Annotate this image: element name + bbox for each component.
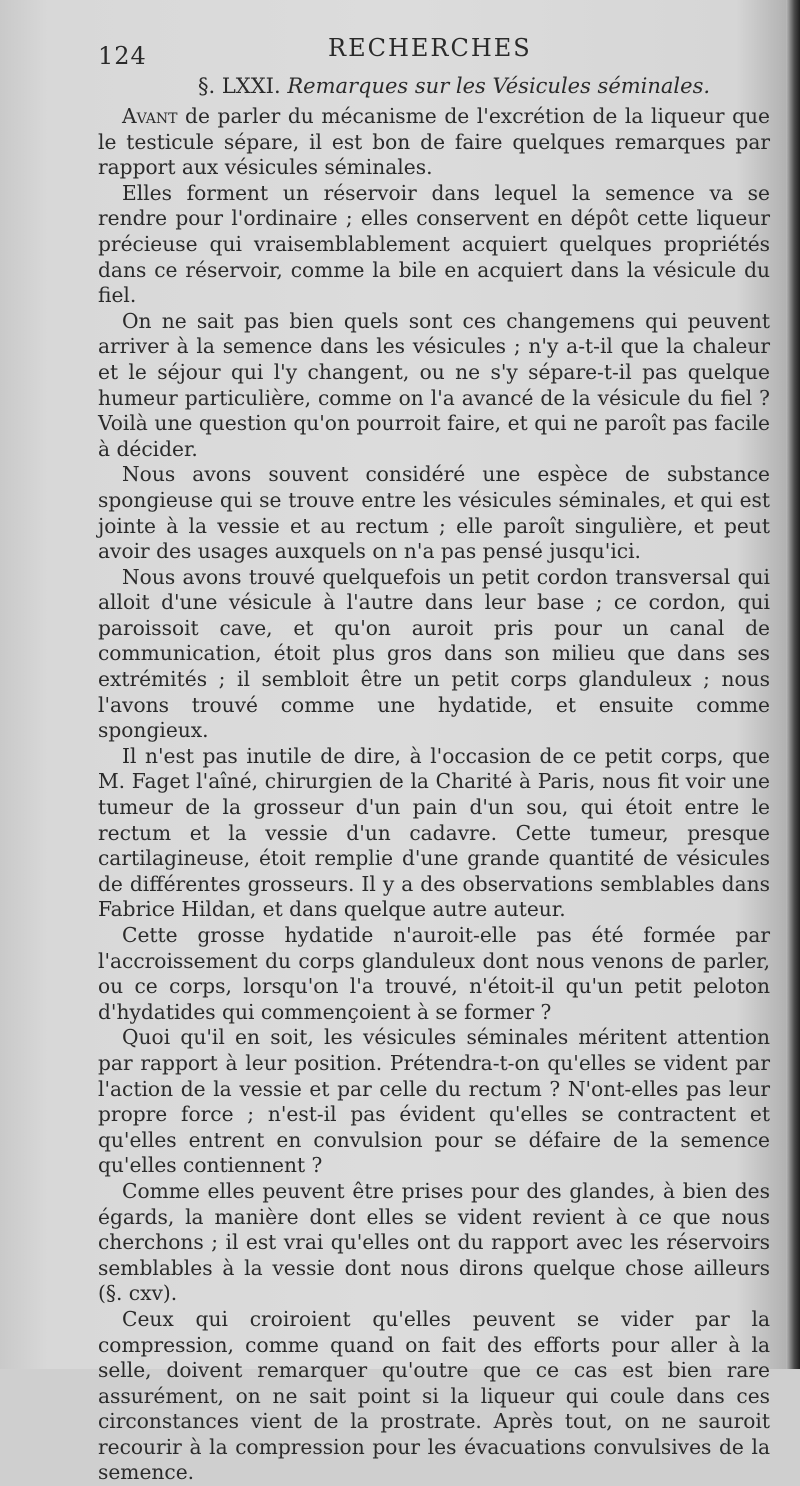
running-title: RECHERCHES (328, 34, 532, 62)
paragraph-2: Elles forment un réservoir dans lequel la semence va se rendre pour l'ordinaire ; elles conservent en dépôt cette liqueur précieuse qui vraisemblablement acquiert quelques propriétés dans ce réservoir, comme la bile en acquiert dans la vésicule du fiel. (98, 180, 770, 308)
drop-lead-word: Avant (122, 104, 178, 128)
paragraph-10: Ceux qui croiroient qu'elles peuvent se vider par la compression, comme quand on fait des efforts pour aller à la selle, doivent remarquer qu'outre que ce cas est bien rare assurément, on ne sait point si la liqueur qui coule dans ces circonstances vient de la prostrate. Après tout, on ne sauroit recourir à la compression pour les évacuations convulsives de la semence. (98, 1306, 770, 1485)
running-head (98, 30, 770, 70)
paragraph-3: On ne sait pas bien quels sont ces changemens qui peuvent arriver à la semence dans les vésicules ; n'y a-t-il que la chaleur et le séjour qui l'y changent, ou ne s'y sépare-t-il pas quelque humeur particulière, comme on l'a avancé de la vésicule du fiel ? Voilà une question qu'on pourroit faire, et qui ne paroît pas facile à décider. (98, 308, 770, 461)
paragraph-5: Nous avons trouvé quelquefois un petit cordon transversal qui alloit d'une vésicule à l'autre dans leur base ; ce cordon, qui paroissoit cave, et qu'on auroit pris pour un canal de communication, étoit plus gros dans son milieu que dans ses extrémités ; il sembloit être un petit corps glanduleux ; nous l'avons trouvé comme une hydatide, et ensuite comme spongieux. (98, 564, 770, 743)
text-block (98, 30, 770, 1486)
paragraph-7: Cette grosse hydatide n'auroit-elle pas été formée par l'accroissement du corps glanduleux dont nous venons de parler, ou ce corps, lorsqu'on l'a trouvé, n'étoit-il qu'un petit peloton d'hydatides qui commençoient à se former ? (98, 923, 770, 1024)
paragraph-8: Quoi qu'il en soit, les vésicules séminales méritent attention par rapport à leur position. Prétendra-t-on qu'elles se vident par l'action de la vessie et par celle du rectum ? N'ont-elles pas leur propre force ; n'est-il pas évident qu'elles se contractent et qu'elles entrent en convulsion pour se défaire de la semence qu'elles contiennent ? (98, 1025, 770, 1178)
paragraph-6: Il n'est pas inutile de dire, à l'occasion de ce petit corps, que M. Faget l'aîné, chirurgien de la Charité à Paris, nous fit voir une tumeur de la grosseur d'un pain d'un sou, qui étoit entre le rectum et la vessie d'un cadavre. Cette tumeur, presque cartilagineuse, étoit remplie d'une grande quantité de vésicules de différentes grosseurs. Il y a des observations semblables dans Fabrice Hildan, et dans quelque autre auteur. (98, 743, 770, 922)
page-number: 124 (98, 42, 147, 70)
paragraph-text: de parler du mécanisme de l'excrétion de la liqueur que le testicule sépare, il est bon de faire quelques remarques par rapport aux vésicules séminales. (98, 104, 770, 180)
section-heading (138, 70, 770, 102)
section-title: Remarques sur les Vésicules séminales. (287, 74, 711, 98)
paragraph-9: Comme elles peuvent être prises pour des glandes, à bien des égards, la manière dont elles se vident revient à ce que nous cherchons ; il est vrai qu'elles ont du rapport avec les réservoirs semblables à la vessie dont nous dirons quelque chose ailleurs (§. cxv). (98, 1178, 770, 1306)
paragraph-1 (98, 104, 770, 181)
page-gutter-shadow (786, 0, 800, 1369)
section-label: §. LXXI. (197, 74, 281, 98)
paragraph-4: Nous avons souvent considéré une espèce de substance spongieuse qui se trouve entre les vésicules séminales, et qui est jointe à la vessie et au rectum ; elle paroît singulière, et peut avoir des usages auxquels on n'a pas pensé jusqu'ici. (98, 462, 770, 564)
